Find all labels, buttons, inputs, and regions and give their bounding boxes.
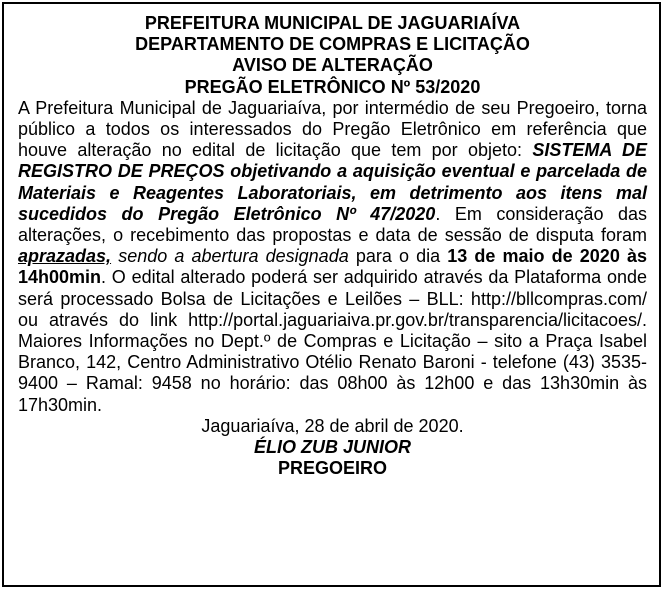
department-name: DEPARTAMENTO DE COMPRAS E LICITAÇÃO [135, 34, 530, 55]
body-text-2: . Em consideração das alterações, o recebimento das propostas e data de sessão de disputa foram [18, 203, 647, 246]
body-opening: sendo a abertura designada [118, 246, 349, 267]
auction-number: PREGÃO ELETRÔNICO Nº 53/2020 [184, 76, 481, 97]
signer-role: PREGOEIRO [277, 458, 388, 479]
body-text-5: . O edital alterado poderá ser adquirido através da Plataforma onde será processado Bolsa de Licitações e Leilões – BLL: http://bllcompras.com/ ou através do link http://portal.jaguariaiva.pr.gov.br/transparencia/licitacoes/. Maiores Informações no Dept.º de Compras e Licitação – sito a Praça Isabel Branco, 142, Centro Administrativo Otélio Renato Baroni - telefone (43) 3535-9400 – Ramal: 9458 no horário: das 08h00 às 12h00 e das 13h30min às 17h30min. [18, 267, 647, 415]
notice-header [18, 13, 647, 98]
body-postponed: aprazadas, [18, 246, 112, 267]
body-object: SISTEMA DE REGISTRO DE PREÇOS objetivando a aquisição eventual e parcelada de Materiais e Reagentes Laboratoriais, em detrimento aos itens mal sucedidos do Pregão Eletrônico Nº 47/2020 [18, 140, 647, 224]
body-text-4: para o dia [348, 246, 448, 267]
notice-type: AVISO DE ALTERAÇÃO [232, 55, 433, 76]
public-notice [2, 2, 661, 587]
body-date: 13 de maio de 2020 às 14h00min [18, 246, 647, 288]
municipality-name: PREFEITURA MUNICIPAL DE JAGUARIAÍVA [144, 13, 521, 33]
body-intro: A Prefeitura Municipal de Jaguariaíva, por intermédio de seu Pregoeiro, torna público a todos os interessados do Pregão Eletrônico em referência que houve alteração no edital de licitação que tem por objeto: [18, 97, 647, 161]
place-date: Jaguariaíva, 28 de abril de 2020. [201, 415, 464, 436]
notice-footer [18, 416, 647, 480]
notice-body [18, 98, 647, 416]
signer-name: ÉLIO ZUB JUNIOR [253, 437, 411, 458]
